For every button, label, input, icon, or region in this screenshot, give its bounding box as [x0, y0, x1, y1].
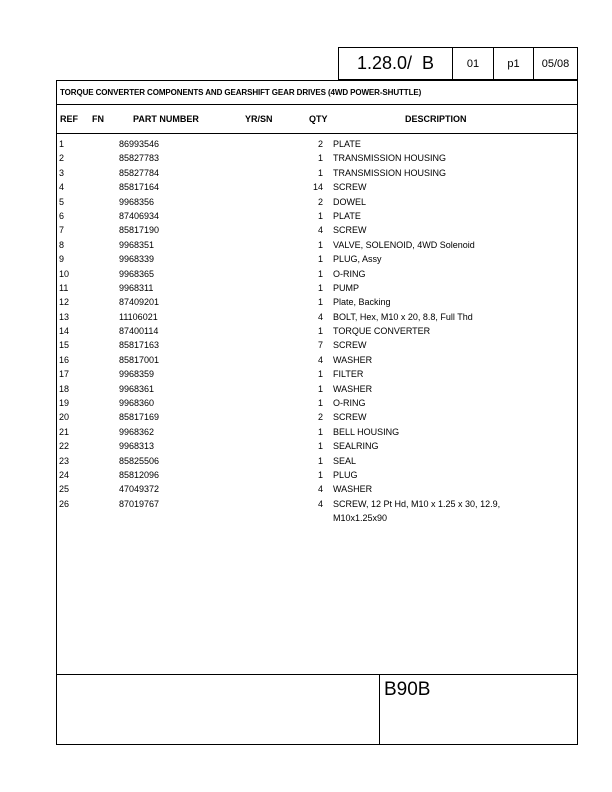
table-row — [57, 439, 577, 453]
part-number-cell: 9968362 — [119, 426, 155, 437]
title-row — [57, 81, 577, 105]
table-row — [57, 281, 577, 295]
qty-cell: 1 — [317, 167, 323, 178]
ref-cell: 15 — [59, 340, 70, 351]
qty-cell: 14 — [312, 182, 323, 193]
description-cell: FILTER — [333, 369, 364, 380]
part-number-cell: 85825506 — [119, 455, 160, 466]
table-row — [57, 310, 577, 324]
ref-cell: 26 — [59, 498, 70, 509]
description-cell: PLUG, Assy — [333, 254, 382, 265]
ref-cell: 11 — [59, 282, 69, 293]
section-number — [338, 47, 452, 80]
qty-cell: 1 — [317, 282, 323, 293]
table-row — [57, 166, 577, 180]
col-part-header: PART NUMBER — [133, 114, 199, 124]
issue-number — [452, 47, 493, 80]
ref-cell: 22 — [59, 441, 70, 452]
ref-cell: 25 — [59, 484, 70, 495]
qty-cell: 1 — [317, 383, 323, 394]
description-cell: VALVE, SOLENOID, 4WD Solenoid — [333, 239, 475, 250]
qty-cell: 4 — [317, 311, 323, 322]
qty-cell: 1 — [317, 398, 323, 409]
part-number-cell: 9968365 — [119, 268, 155, 279]
description-cell: SCREW — [333, 225, 367, 236]
page-number — [493, 47, 533, 80]
table-row — [57, 425, 577, 439]
description-cell: DOWEL — [333, 196, 367, 207]
ref-cell: 7 — [59, 225, 65, 236]
part-number-cell: 85827783 — [119, 153, 160, 164]
table-row — [57, 324, 577, 338]
page-number-text: p1 — [507, 57, 520, 70]
qty-cell: 1 — [317, 441, 323, 452]
col-ref-header: REF — [60, 114, 78, 124]
table-row — [57, 396, 577, 410]
table-row — [57, 238, 577, 252]
footer-block — [57, 674, 577, 744]
table-row — [57, 151, 577, 165]
section-number-text: 1.28.0/ B — [356, 53, 435, 73]
description-cell: O-RING — [333, 398, 366, 409]
table-row — [57, 223, 577, 237]
part-number-cell: 9968351 — [119, 239, 155, 250]
qty-cell: 4 — [317, 225, 323, 236]
part-number-cell: 9968361 — [119, 383, 155, 394]
qty-cell: 2 — [317, 412, 323, 423]
description-cell: PLATE — [333, 210, 361, 221]
qty-cell: 1 — [317, 239, 323, 250]
description-cell: BELL HOUSING — [333, 426, 400, 437]
ref-cell: 12 — [59, 297, 70, 308]
ref-cell: 1 — [59, 139, 65, 149]
part-number-cell: 87400114 — [119, 326, 159, 337]
qty-cell: 1 — [317, 210, 323, 221]
qty-cell: 1 — [317, 297, 323, 308]
qty-cell: 2 — [317, 196, 323, 207]
col-qty-header: QTY — [309, 114, 328, 124]
description-cell: PUMP — [333, 282, 360, 293]
ref-cell: 9 — [59, 254, 65, 265]
parts-table-body — [57, 137, 577, 526]
part-number-cell: 85817163 — [119, 340, 160, 351]
description-cell: SEAL — [333, 455, 357, 466]
table-row — [57, 180, 577, 194]
ref-cell: 17 — [59, 369, 70, 380]
ref-cell: 6 — [59, 210, 65, 221]
qty-cell: 1 — [317, 469, 323, 480]
ref-cell: 16 — [59, 354, 70, 365]
qty-cell: 7 — [317, 340, 323, 351]
table-row — [57, 338, 577, 352]
ref-cell: 10 — [59, 268, 70, 279]
table-row — [57, 295, 577, 309]
ref-cell: 24 — [59, 469, 70, 480]
part-number-cell: 85817001 — [119, 354, 160, 365]
description-cell: TRANSMISSION HOUSING — [333, 167, 447, 178]
revision-date — [533, 47, 578, 80]
ref-cell: 23 — [59, 455, 70, 466]
qty-cell: 1 — [317, 153, 323, 164]
table-row — [57, 252, 577, 266]
table-row — [57, 195, 577, 209]
table-row — [57, 209, 577, 223]
ref-cell: 8 — [59, 239, 65, 250]
part-number-cell: 85817169 — [119, 412, 160, 423]
part-number-cell: 9968339 — [119, 254, 155, 265]
part-number-cell: 9968360 — [119, 398, 155, 409]
description-cell: SCREW, 12 Pt Hd, M10 x 1.25 x 30, 12.9, — [333, 498, 501, 509]
description-cell: WASHER — [333, 484, 373, 495]
qty-cell: 1 — [317, 369, 323, 380]
col-desc-header: DESCRIPTION — [405, 114, 467, 124]
column-header-row — [57, 105, 577, 134]
table-row — [57, 497, 577, 511]
qty-cell: 4 — [317, 498, 323, 509]
description-continuation: M10x1.25x90 — [333, 513, 388, 524]
col-fn-header: FN — [92, 114, 104, 124]
part-number-cell: 11106021 — [119, 311, 158, 322]
description-cell: PLUG — [333, 469, 358, 480]
issue-number-text: 01 — [466, 57, 480, 70]
description-cell: SCREW — [333, 182, 367, 193]
qty-cell: 1 — [317, 326, 323, 337]
qty-cell: 4 — [317, 354, 323, 365]
description-cell: PLATE — [333, 139, 361, 149]
table-row — [57, 410, 577, 424]
table-row — [57, 454, 577, 468]
table-row — [57, 367, 577, 381]
qty-cell: 1 — [317, 455, 323, 466]
part-number-cell: 87019767 — [119, 498, 160, 509]
qty-cell: 1 — [317, 426, 323, 437]
revision-date-text: 05/08 — [541, 57, 570, 70]
part-number-cell: 87409201 — [119, 297, 160, 308]
table-row-continuation — [57, 511, 577, 525]
footer-divider — [379, 675, 380, 745]
part-number-cell: 85817164 — [119, 182, 160, 193]
ref-cell: 2 — [59, 153, 65, 164]
ref-cell: 5 — [59, 196, 65, 207]
col-yrsn-header: YR/SN — [245, 114, 273, 124]
description-cell: TRANSMISSION HOUSING — [333, 153, 447, 164]
ref-cell: 21 — [59, 426, 70, 437]
description-cell: SEALRING — [333, 441, 379, 452]
qty-cell: 2 — [317, 139, 323, 149]
description-cell: BOLT, Hex, M10 x 20, 8.8, Full Thd — [333, 311, 473, 322]
description-cell: WASHER — [333, 354, 373, 365]
description-cell: Plate, Backing — [333, 297, 391, 308]
part-number-cell: 86993546 — [119, 139, 160, 149]
ref-cell: 3 — [59, 167, 65, 178]
ref-cell: 14 — [59, 326, 70, 337]
qty-cell: 1 — [317, 254, 323, 265]
part-number-cell: 9968359 — [119, 369, 155, 380]
part-number-cell: 9968313 — [119, 441, 155, 452]
table-row — [57, 353, 577, 367]
description-cell: TORQUE CONVERTER — [333, 326, 431, 337]
part-number-cell: 85817190 — [119, 225, 160, 236]
part-number-cell: 9968311 — [119, 282, 154, 293]
ref-cell: 19 — [59, 398, 70, 409]
table-row — [57, 267, 577, 281]
part-number-cell: 87406934 — [119, 210, 160, 221]
ref-cell: 4 — [59, 182, 65, 193]
ref-cell: 20 — [59, 412, 70, 423]
qty-cell: 1 — [317, 268, 323, 279]
description-cell: O-RING — [333, 268, 366, 279]
table-row — [57, 382, 577, 396]
description-cell: SCREW — [333, 340, 367, 351]
description-cell: SCREW — [333, 412, 367, 423]
table-row — [57, 137, 577, 151]
ref-cell: 18 — [59, 383, 70, 394]
page-title: TORQUE CONVERTER COMPONENTS AND GEARSHIFT GEAR DRIVES (4WD POWER-SHUTTLE) — [60, 88, 422, 97]
table-row — [57, 468, 577, 482]
part-number-cell: 85827784 — [119, 167, 160, 178]
qty-cell: 4 — [317, 484, 323, 495]
parts-list-frame — [56, 80, 578, 745]
description-cell: WASHER — [333, 383, 373, 394]
table-row — [57, 482, 577, 496]
part-number-cell: 9968356 — [119, 196, 155, 207]
figure-code: B90B — [384, 679, 431, 700]
part-number-cell: 85812096 — [119, 469, 160, 480]
part-number-cell: 47049372 — [119, 484, 160, 495]
ref-cell: 13 — [59, 311, 70, 322]
